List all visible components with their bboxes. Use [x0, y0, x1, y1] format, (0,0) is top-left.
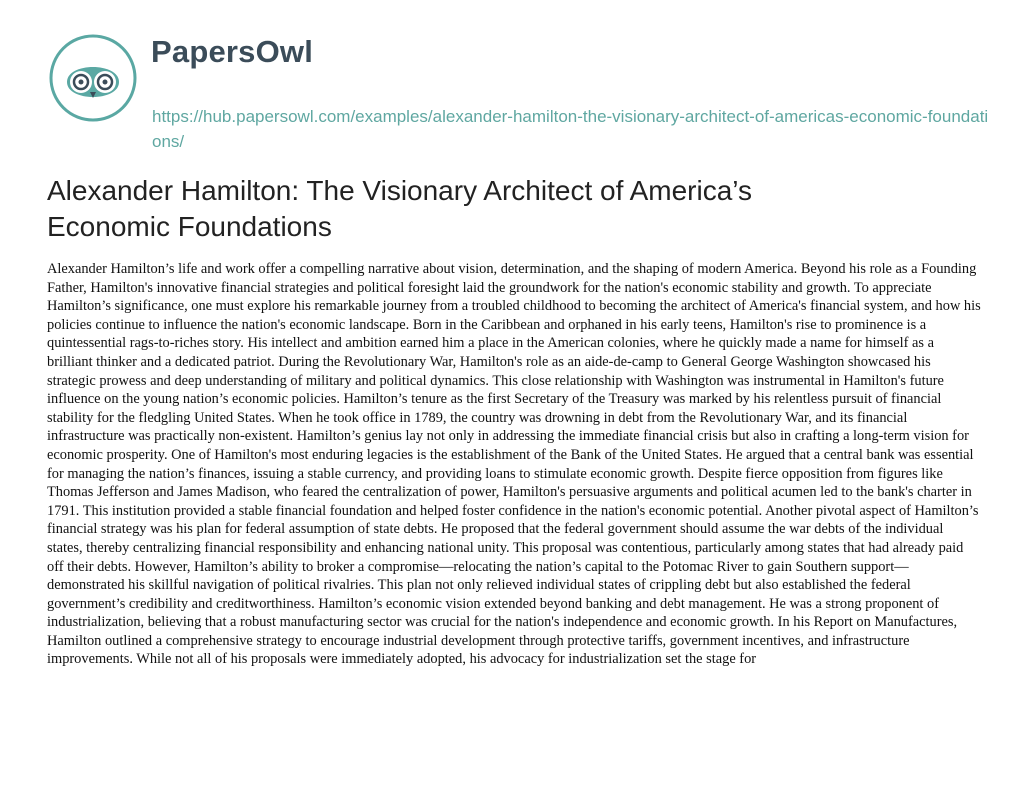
document-body: Alexander Hamilton’s life and work offer a compelling narrative about vision, determination, and the shaping of modern America. Beyond his role as a Founding Father, Hamilton's innovative financial strategies and political foresight laid the groundwork for the nation's economic stability and growth. To appreciate Hamilton’s significance, one must explore his remarkable journey from a troubled childhood to becoming the architect of America's financial system, and how his policies continue to influence the nation's economic landscape. Born in the Caribbean and orphaned in his early teens, Hamilton's rise to prominence is a quintessential rags-to-riches story. His intellect and ambition earned him a place in the American colonies, where he quickly made a name for himself as a brilliant thinker and a dedicated patriot. During the Revolutionary War, Hamilton's role as an aide-de-camp to General George Washington showcased his strategic prowess and deep understanding of military and political dynamics. This close relationship with Washington was instrumental in Hamilton's future influence on the young nation’s economic policies. Hamilton’s tenure as the first Secretary of the Treasury was marked by his relentless pursuit of financial stability for the fledgling United States. When he took office in 1789, the country was drowning in debt from the Revolutionary War, and its financial infrastructure was practically non-existent. Hamilton’s genius lay not only in addressing the immediate financial crisis but also in crafting a long-term vision for economic prosperity. One of Hamilton's most enduring legacies is the establishment of the Bank of the United States. He argued that a central bank was essential for managing the nation’s finances, issuing a stable currency, and providing loans to stimulate economic growth. Despite fierce opposition from figures like Thomas Jefferson and James Madison, who feared the centralization of power, Hamilton's persuasive arguments and political acumen led to the bank's charter in 1791. This institution provided a stable financial foundation and helped foster confidence in the nation's economic potential. Another pivotal aspect of Hamilton’s financial strategy was his plan for federal assumption of state debts. He proposed that the federal government should assume the war debts of the individual states, thereby centralizing financial responsibility and enhancing national unity. This proposal was contentious, particularly among states that had already paid off their debts. However, Hamilton’s ability to broker a compromise—relocating the nation’s capital to the Potomac River to gain Southern support—demonstrated his skillful navigation of political rivalries. This plan not only relieved individual states of crippling debt but also established the federal government’s credibility and creditworthiness. Hamilton’s economic vision extended beyond banking and debt management. He was a strong proponent of industrialization, believing that a robust manufacturing sector was crucial for the nation's independence and economic growth. In his Report on Manufactures, Hamilton outlined a comprehensive strategy to encourage industrial development through protective tariffs, government incentives, and infrastructure improvements. While not all of his proposals were immediately adopted, his advocacy for industrialization set the stage for [47, 261, 981, 668]
brand-name: PapersOwl [151, 34, 314, 69]
owl-logo-icon [47, 32, 139, 124]
document-title: Alexander Hamilton: The Visionary Architect of America’s Economic Foundations [47, 175, 753, 242]
source-url-link[interactable]: https://hub.papersowl.com/examples/alexander-hamilton-the-visionary-architect-of-americas-economic-foundations/ [152, 107, 989, 151]
